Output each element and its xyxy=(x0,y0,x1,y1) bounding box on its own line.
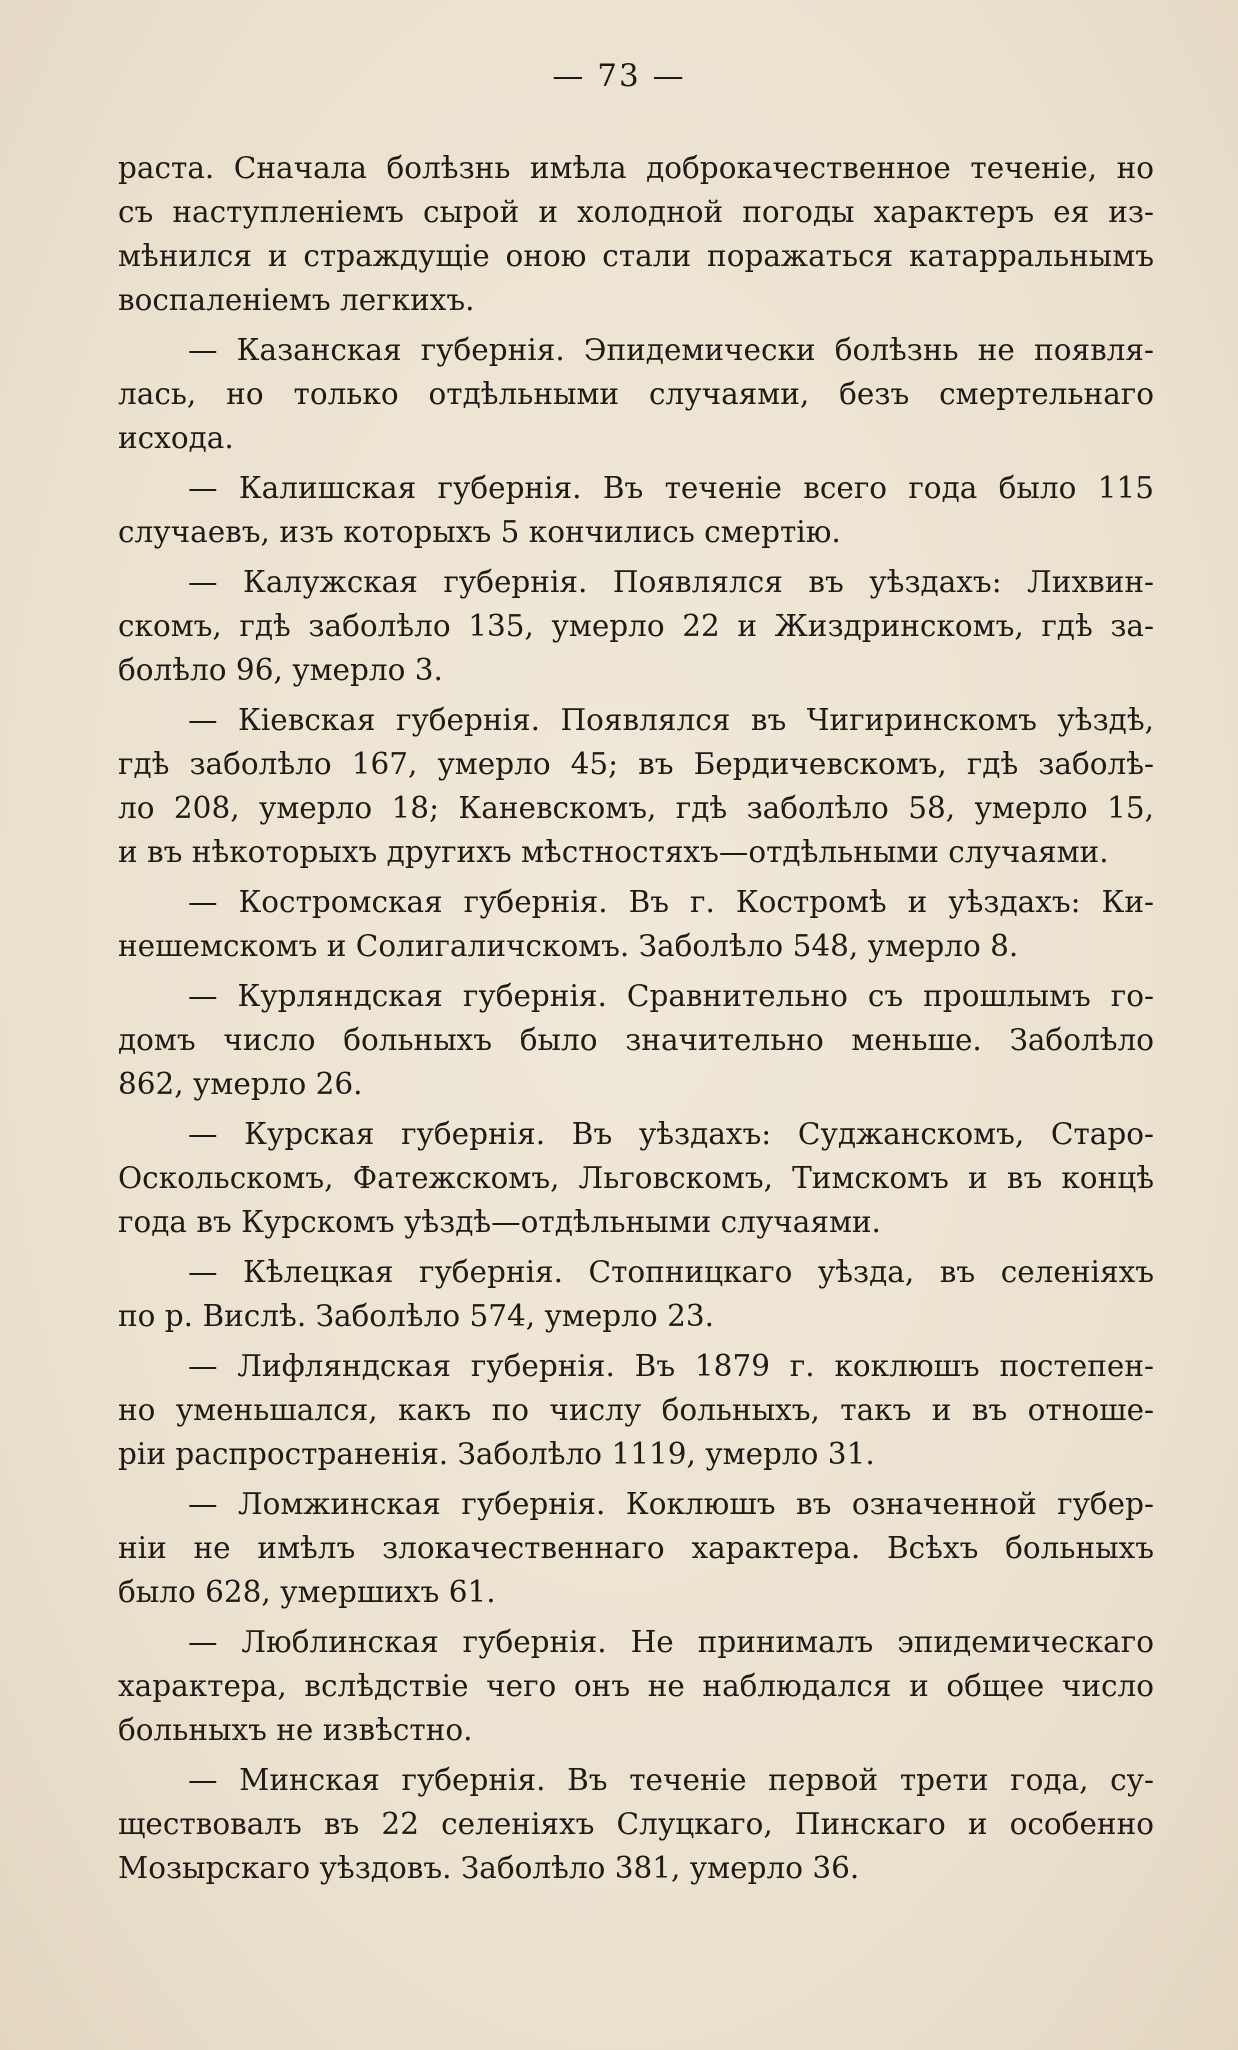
paragraph xyxy=(118,1112,1154,1244)
text-line: случаевъ, изъ которыхъ 5 кончились смертію. xyxy=(118,515,841,549)
page-number: — 73 — xyxy=(552,58,686,94)
paragraph xyxy=(118,974,1154,1106)
paragraph xyxy=(118,1344,1154,1476)
text-line: — Калишская губернія. Въ теченіе всего года было 115 xyxy=(188,471,1154,505)
text-line: по р. Вислѣ. Заболѣло 574, умерло 23. xyxy=(118,1299,714,1333)
text-line: больныхъ не извѣстно. xyxy=(118,1713,473,1747)
text-line: — Калужская губернія. Появлялся въ уѣздахъ: Лихвин- xyxy=(188,565,1154,599)
text-line: было 628, умершихъ 61. xyxy=(118,1575,496,1609)
text-line: мѣнился и страждущіе оною стали поражаться катарральнымъ xyxy=(118,239,1154,273)
text-line: воспаленіемъ легкихъ. xyxy=(118,283,475,317)
text-line: ніи не имѣлъ злокачественнаго характера. Всѣхъ больныхъ xyxy=(118,1531,1154,1565)
text-line: характера, вслѣдствіе чего онъ не наблюдался и общее число xyxy=(118,1669,1154,1703)
text-line: Мозырскаго уѣздовъ. Заболѣло 381, умерло 36. xyxy=(118,1851,860,1885)
text-line: — Лифляндская губернія. Въ 1879 г. коклюшъ постепен- xyxy=(188,1349,1154,1383)
text-line: — Кіевская губернія. Появлялся въ Чигиринскомъ уѣздѣ, xyxy=(188,703,1154,737)
text-line: домъ число больныхъ было значительно меньше. Заболѣло xyxy=(118,1023,1154,1057)
text-line: исхода. xyxy=(118,421,234,455)
text-line: раста. Сначала болѣзнь имѣла доброкачественное теченіе, но xyxy=(118,151,1154,185)
text-line: лась, но только отдѣльными случаями, безъ смертельнаго xyxy=(118,377,1154,411)
text-line: — Ломжинская губернія. Коклюшъ въ означенной губер- xyxy=(188,1487,1154,1521)
text-line: Оскольскомъ, Фатежскомъ, Льговскомъ, Тимскомъ и въ концѣ xyxy=(118,1161,1154,1195)
text-line: — Курляндская губернія. Сравнительно съ прошлымъ го- xyxy=(188,979,1154,1013)
text-line: — Казанская губернія. Эпидемически болѣзнь не появля- xyxy=(188,333,1154,367)
text-line: съ наступленіемъ сырой и холодной погоды характеръ ея из- xyxy=(118,195,1154,229)
text-body xyxy=(118,146,1154,1896)
paragraph xyxy=(118,698,1154,874)
text-line: — Курская губернія. Въ уѣздахъ: Суджанскомъ, Старо- xyxy=(188,1117,1154,1151)
paragraph xyxy=(118,466,1154,554)
paragraph xyxy=(118,880,1154,968)
text-line: ло 208, умерло 18; Каневскомъ, гдѣ заболѣло 58, умерло 15, xyxy=(118,791,1154,825)
text-line: — Люблинская губернія. Не принималъ эпидемическаго xyxy=(188,1625,1154,1659)
paragraph xyxy=(118,1482,1154,1614)
text-line: 862, умерло 26. xyxy=(118,1067,363,1101)
text-line: скомъ, гдѣ заболѣло 135, умерло 22 и Жиздринскомъ, гдѣ за- xyxy=(118,609,1154,643)
paragraph xyxy=(118,1620,1154,1752)
text-line: гдѣ заболѣло 167, умерло 45; въ Бердичевскомъ, гдѣ заболѣ- xyxy=(118,747,1154,781)
text-line: ществовалъ въ 22 селеніяхъ Слуцкаго, Пинскаго и особенно xyxy=(118,1807,1154,1841)
text-line: но уменьшался, какъ по числу больныхъ, такъ и въ отноше- xyxy=(118,1393,1154,1427)
paragraph xyxy=(118,560,1154,692)
text-line: — Костромская губернія. Въ г. Костромѣ и уѣздахъ: Ки- xyxy=(188,885,1154,919)
text-line: и въ нѣкоторыхъ другихъ мѣстностяхъ—отдѣльными случаями. xyxy=(118,835,1109,869)
text-line: — Кѣлецкая губернія. Стопницкаго уѣзда, въ селеніяхъ xyxy=(188,1255,1154,1289)
text-line: — Минская губернія. Въ теченіе первой трети года, су- xyxy=(188,1763,1154,1797)
text-line: болѣло 96, умерло 3. xyxy=(118,653,443,687)
text-line: года въ Курскомъ уѣздѣ—отдѣльными случаями. xyxy=(118,1205,881,1239)
paragraph xyxy=(118,146,1154,322)
paragraph xyxy=(118,1758,1154,1890)
paragraph xyxy=(118,328,1154,460)
paragraph xyxy=(118,1250,1154,1338)
text-line: ріи распространенія. Заболѣло 1119, умерло 31. xyxy=(118,1437,875,1471)
text-line: нешемскомъ и Солигаличскомъ. Заболѣло 548, умерло 8. xyxy=(118,929,1019,963)
